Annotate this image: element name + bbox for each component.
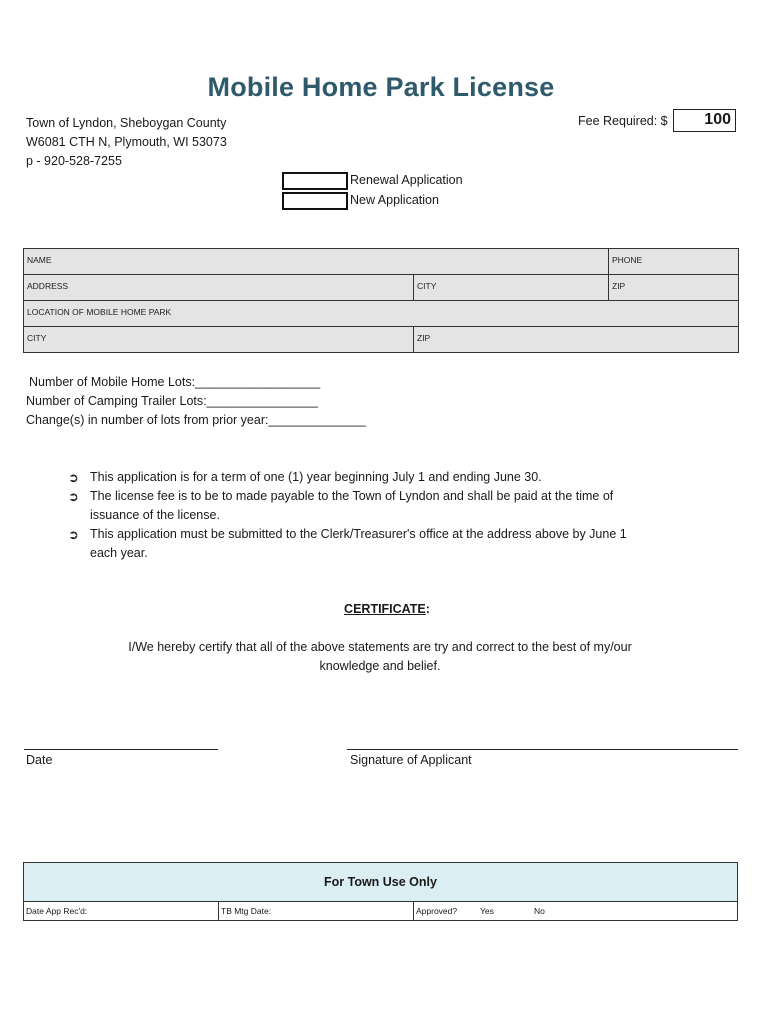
table-row — [24, 301, 739, 327]
arrow-icon: ➲ — [68, 470, 79, 485]
town-use-heading: For Town Use Only — [24, 863, 737, 902]
arrow-icon: ➲ — [68, 489, 79, 504]
instruction-text: This application must be submitted to the Clerk/Treasurer's office at the address above by June 1 each year. — [90, 527, 627, 560]
instruction-text: The license fee is to be to made payable to the Town of Lyndon and shall be paid at the time of issuance of the license. — [90, 489, 614, 522]
town-address — [26, 114, 227, 171]
certificate-heading — [0, 602, 770, 616]
town-use-box — [23, 862, 738, 921]
table-row — [24, 327, 739, 353]
certificate-statement: I/We hereby certify that all of the above statements are try and correct to the best of my/our knowledge and belief. — [128, 640, 632, 673]
city-field[interactable]: CITY — [414, 275, 609, 301]
certificate-heading-colon: : — [425, 602, 430, 616]
approved-no[interactable]: No — [534, 906, 545, 916]
instruction-text: This application is for a term of one (1) year beginning July 1 and ending June 30. — [90, 470, 542, 484]
new-application-checkbox[interactable] — [282, 192, 348, 210]
town-use-row — [24, 902, 737, 920]
zip-field[interactable]: ZIP — [609, 275, 739, 301]
address-field[interactable]: ADDRESS — [24, 275, 414, 301]
park-location-field[interactable]: LOCATION OF MOBILE HOME PARK — [24, 301, 739, 327]
approved-field[interactable] — [414, 902, 737, 920]
approved-yes[interactable]: Yes — [480, 906, 494, 916]
new-application-label: New Application — [350, 193, 439, 207]
phone-label: PHONE — [612, 255, 643, 265]
date-line[interactable] — [24, 749, 218, 750]
table-row — [24, 249, 739, 275]
address-line-2: W6081 CTH N, Plymouth, WI 53073 — [26, 135, 227, 149]
park-city-field[interactable]: CITY — [24, 327, 414, 353]
certificate-heading-text: CERTIFICATE — [344, 602, 426, 616]
lots-section — [26, 373, 366, 430]
signature-label: Signature of Applicant — [350, 753, 472, 767]
approved-label: Approved? — [416, 906, 458, 916]
address-phone: p - 920-528-7255 — [26, 154, 122, 168]
instructions-list — [68, 468, 628, 563]
arrow-icon: ➲ — [68, 527, 79, 542]
list-item — [68, 525, 628, 563]
camping-trailer-lots-field[interactable]: Number of Camping Trailer Lots:________________ — [26, 394, 318, 408]
date-received-field[interactable]: Date App Rec'd: — [24, 902, 219, 920]
signature-line[interactable] — [347, 749, 738, 750]
list-item — [68, 468, 628, 487]
form-title: Mobile Home Park License — [207, 72, 555, 102]
mobile-home-lots-field[interactable]: Number of Mobile Home Lots:__________________ — [29, 375, 321, 389]
table-row — [24, 275, 739, 301]
address-line-1: Town of Lyndon, Sheboygan County — [26, 116, 227, 130]
list-item — [68, 487, 628, 525]
phone-field[interactable] — [609, 249, 739, 275]
date-label: Date — [26, 753, 53, 767]
name-field[interactable]: NAME — [24, 249, 609, 275]
fee-label: Fee Required: $ — [578, 114, 668, 128]
renewal-checkbox[interactable] — [282, 172, 348, 190]
fee-amount-field[interactable]: 100 — [673, 109, 736, 132]
park-zip-field[interactable]: ZIP — [414, 327, 739, 353]
tb-meeting-date-field[interactable]: TB Mtg Date: — [219, 902, 414, 920]
lots-change-field[interactable]: Change(s) in number of lots from prior year:______________ — [26, 413, 366, 427]
applicant-info-table — [23, 248, 739, 353]
renewal-label: Renewal Application — [350, 173, 463, 187]
